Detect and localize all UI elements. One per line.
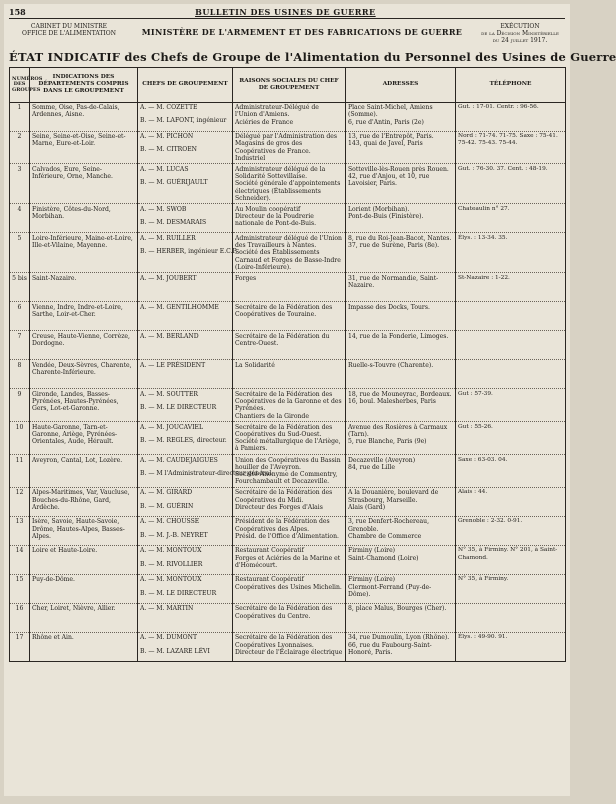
departments-cell: Haute-Garonne, Tarn-et-Garonne, Ariège, Pyrénées-Orientales, Aude, Hérault.: [30, 422, 138, 455]
telephone-cell: St-Nazaire : 1-22.: [456, 273, 566, 302]
departments-cell: Loire et Haute-Loire.: [30, 545, 138, 574]
chefs-cell: [138, 603, 233, 632]
adresses-cell: [346, 360, 456, 389]
raison-sociale: Union des Coopératives du Bassin houiller de l'Aveyron.: [235, 456, 341, 471]
raisons-cell: [233, 632, 346, 661]
departments-cell: Calvados, Eure, Seine-Inférieure, Orne, Manche.: [30, 164, 138, 204]
telephone-cell: [456, 331, 566, 360]
adresse: 16, boul. Malesherbes, Paris: [348, 398, 436, 406]
chef-name: A. — M. CAUDEJAIGUES: [140, 456, 218, 464]
adresse: Ruelle-s-Touvre (Charente).: [348, 361, 434, 369]
adresse: Alais (Gard): [348, 503, 386, 511]
raison-sociale: Société métallurgique de l'Ariège, à Pamiers.: [235, 438, 341, 453]
departments-cell: Vienne, Indre, Indre-et-Loire, Sarthe, Loir-et-Cher.: [30, 302, 138, 331]
raison-sociale: Secrétaire de la Fédération des Coopératives de Touraine.: [235, 303, 333, 319]
chefs-cell: [138, 233, 238, 273]
raisons-cell: [233, 102, 346, 131]
table-row: [10, 455, 566, 488]
running-title: BULLETIN DES USINES DE GUERRE: [195, 7, 376, 17]
table-row: [10, 302, 566, 331]
raison-sociale: Secrétaire de la Fédération des Coopératives du Centre.: [235, 605, 333, 620]
telephone-cell: Grenoble : 2-32. 0-91.: [456, 516, 566, 545]
telephone-cell: Nord : 71-74. 71-75. Saxe : 75-41. 75-42. 75-43. 75-44.: [456, 131, 566, 164]
raison-sociale: Administrateur délégué de la Solidarité Sottevillaise.: [235, 165, 326, 181]
table-row: [10, 632, 566, 661]
chef-name: B. — M. REGLES, directeur.: [140, 436, 227, 444]
table-row: [10, 273, 566, 302]
departments-cell: Puy-de-Dôme.: [30, 574, 138, 603]
decision-date: du 24 juillet 1917.: [492, 37, 548, 44]
adresse: A la Douanière, boulevard de Strasbourg, Marseille.: [348, 489, 439, 504]
chef-name: A. — M. SWOB: [140, 205, 187, 213]
departments-cell: Saint-Nazaire.: [30, 273, 138, 302]
departments-cell: Vendée, Deux-Sèvres, Charente, Charente-Inférieure.: [30, 360, 138, 389]
departments-cell: Cher, Loiret, Nièvre, Allier.: [30, 603, 138, 632]
chef-name: B. — M. LE DIRECTEUR: [140, 404, 217, 412]
chef-name: B. — M. LAFONT, ingénieur: [140, 117, 227, 125]
header-tel: TÉLÉPHONE: [456, 68, 566, 103]
chef-name: B. — M. CITROEN: [140, 146, 197, 154]
chef-name: B. — M. LE DIRECTEUR: [140, 589, 217, 597]
telephone-cell: Gut. : 76-30. 37. Cent. : 48-19.: [456, 164, 566, 204]
chef-name: A. — M. MONTOUX: [140, 547, 202, 555]
raisons-cell: [233, 422, 346, 455]
adresse: 5, rue Blanche, Paris (9e): [348, 438, 427, 446]
chefs-cell: [138, 164, 233, 204]
masthead-left: [9, 23, 129, 44]
adresse: 13, rue de l'Entrepôt, Paris.: [348, 133, 434, 141]
chef-name: B. — M. GUÉRIN: [140, 502, 194, 510]
table-row: [10, 545, 566, 574]
chefs-cell: [138, 455, 272, 488]
adresse: 34, rue Dumoulin, Lyon (Rhône).: [348, 634, 450, 642]
header-chefs: CHEFS DE GROUPEMENT: [138, 68, 233, 103]
table-row: [10, 487, 566, 516]
chefs-cell: [138, 487, 233, 516]
group-number: 11: [10, 455, 30, 488]
chef-name: B. — M. DESMARAIS: [140, 219, 207, 227]
table-row: [10, 360, 566, 389]
adresse: Firminy (Loire): [348, 547, 396, 555]
group-number: 5 bis: [10, 273, 30, 302]
adresses-cell: [346, 204, 456, 233]
chef-name: B. — M. GUÉRIJAULT: [140, 179, 208, 187]
chefs-cell: [138, 422, 233, 455]
raison-sociale: Secrétaire de la Fédération des Coopératives du Midi.: [235, 489, 333, 504]
group-number: 7: [10, 331, 30, 360]
group-number: 13: [10, 516, 30, 545]
departments-cell: Isère, Savoie, Haute-Savoie, Drôme, Hautes-Alpes, Basses-Alpes.: [30, 516, 138, 545]
group-number: 1: [10, 102, 30, 131]
telephone-cell: Chateaulin n° 27.: [456, 204, 566, 233]
group-number: 8: [10, 360, 30, 389]
raisons-cell: [233, 603, 346, 632]
table-row: [10, 422, 566, 455]
table-row: [10, 204, 566, 233]
page-number: 158: [9, 7, 26, 17]
adresses-cell: [346, 632, 456, 661]
group-number: 2: [10, 131, 30, 164]
group-number: 14: [10, 545, 30, 574]
raison-sociale: Directeur de l'Éclairage électrique: [235, 648, 343, 656]
raison-sociale: Restaurant Coopératif: [235, 547, 304, 555]
adresses-cell: [346, 302, 456, 331]
group-number: 10: [10, 422, 30, 455]
raison-sociale: Délégué par l'Administration des Magasins de gros des Coopératives de France.: [235, 133, 338, 155]
chef-name: A. — M. CHOUSSE: [140, 518, 200, 526]
chef-name: B. — HERBER, ingénieur E.C.P.: [140, 248, 238, 256]
document-title: ÉTAT INDICATIF des Chefs de Groupe de l'Alimentation du Personnel des Usines de Guerre: [9, 50, 616, 64]
adresse: Firminy (Loire): [348, 576, 396, 584]
masthead-right: [475, 23, 565, 44]
table-row: [10, 603, 566, 632]
chefs-cell: [138, 632, 233, 661]
chef-name: B. — M. RIVOLLIER: [140, 560, 203, 568]
adresse: 66, rue du Faubourg-Saint-Honoré, Paris.: [348, 641, 432, 656]
chef-name: A. — M. PICHON: [140, 133, 194, 141]
raison-sociale: Secrétaire de la Fédération des Coopératives de la Garonne et des Pyrénées.: [235, 390, 342, 413]
chef-name: B. — M. LAZARE LÉVI: [140, 647, 210, 655]
raison-sociale: Secrétaire de la Fédération des Coopératives du Sud-Ouest.: [235, 423, 333, 438]
table-row: [10, 331, 566, 360]
chefs-table: [9, 67, 566, 662]
raison-sociale: Administrateur-Délégué de l'Union d'Amiens.: [235, 104, 319, 119]
chef-name: A. — LE PRÉSIDENT: [140, 361, 206, 369]
group-number: 9: [10, 389, 30, 422]
raison-sociale: Au Moulin coopératif: [235, 205, 301, 213]
adresses-cell: [346, 102, 456, 131]
chefs-cell: [138, 302, 233, 331]
raison-sociale: Directeur des Forges d'Alais: [235, 503, 323, 511]
adresses-cell: [346, 331, 456, 360]
departments-cell: Alpes-Maritimes, Var, Vaucluse, Bouches-du-Rhône, Gard, Ardèche.: [30, 487, 138, 516]
adresses-cell: [346, 389, 456, 422]
raison-sociale: Forges et Aciéries de la Marine et d'Homécourt.: [235, 554, 341, 569]
chefs-cell: [138, 545, 233, 574]
adresses-cell: [346, 603, 456, 632]
chef-name: A. — M. SOUTTER: [140, 390, 199, 398]
adresse: 143, quai de Javel, Paris: [348, 140, 423, 148]
adresses-cell: [346, 422, 456, 455]
cabinet-label: CABINET DU MINISTRE: [30, 23, 108, 30]
adresse: Sotteville-lès-Rouen près Rouen.: [348, 165, 449, 173]
header-num: NUMÉROS DES GROUPES: [10, 68, 30, 103]
execution-label: EXÉCUTION: [500, 23, 540, 30]
chef-name: A. — M. JOUBERT: [140, 274, 197, 282]
chef-name: A. — M. JOUCAVIEL: [140, 423, 204, 431]
group-number: 15: [10, 574, 30, 603]
adresse: Chambre de Commerce: [348, 532, 422, 540]
adresses-cell: [346, 516, 456, 545]
raison-sociale: Administrateur délégué de l'Union des Travailleurs à Nantes.: [235, 234, 342, 250]
telephone-cell: [456, 360, 566, 389]
ministry-title: MINISTÈRE DE L'ARMEMENT ET DES FABRICATIONS DE GUERRE: [141, 27, 463, 37]
adresse: Saint-Chamond (Loire): [348, 554, 419, 562]
telephone-cell: Gut. : 17-01. Centr. : 96-56.: [456, 102, 566, 131]
telephone-cell: Alais : 44.: [456, 487, 566, 516]
adresse: 8, place Malus, Bourges (Cher).: [348, 605, 447, 613]
chef-name: B. — M. J.-B. NEYRET: [140, 531, 208, 539]
raisons-cell: [233, 131, 346, 164]
raison-sociale: Société des Établissements Carnaud et Forges de Basse-Indre (Loire-Inférieure).: [235, 249, 341, 271]
adresses-cell: [346, 233, 456, 273]
adresse: 3, rue Denfert-Rochereau, Grenoble.: [348, 518, 430, 533]
adresse: 84, rue de Lille: [348, 463, 395, 471]
header-adresses: ADRESSES: [346, 68, 456, 103]
raison-sociale: Secrétaire de la Fédération des Coopératives Lyonnaises.: [235, 634, 333, 649]
raisons-cell: [233, 516, 346, 545]
raison-sociale: Président de la Fédération des Coopératives des Alpes.: [235, 518, 330, 533]
chefs-cell: [138, 204, 233, 233]
group-number: 17: [10, 632, 30, 661]
telephone-cell: [456, 603, 566, 632]
raisons-cell: [233, 164, 346, 204]
group-number: 6: [10, 302, 30, 331]
adresse: 42, rue d'Anjou, et 10, rue Lavoisier, Paris.: [348, 173, 430, 188]
telephone-cell: Élys. : 13-34. 35.: [456, 233, 566, 273]
departments-cell: Rhône et Ain.: [30, 632, 138, 661]
chefs-cell: [138, 574, 233, 603]
raisons-cell: [233, 273, 346, 302]
chef-name: A. — M. BERLAND: [140, 332, 199, 340]
telephone-cell: Gut : 55-26.: [456, 422, 566, 455]
group-number: 4: [10, 204, 30, 233]
chef-name: A. — M. MARTIN: [140, 605, 194, 613]
office-label: OFFICE DE L'ALIMENTATION: [22, 30, 116, 37]
group-number: 16: [10, 603, 30, 632]
adresse: 37, rue de Surène, Paris (8e).: [348, 242, 440, 250]
table-row: [10, 233, 566, 273]
chef-name: A. — M. DUMONT: [140, 634, 198, 642]
raison-sociale: Industriel: [235, 154, 266, 162]
table-row: [10, 102, 566, 131]
adresse: Impasse des Docks, Tours.: [348, 303, 430, 311]
table-row: [10, 131, 566, 164]
chefs-cell: [138, 102, 233, 131]
raison-sociale: Forges: [235, 274, 257, 282]
departments-cell: Creuse, Haute-Vienne, Corrèze, Dordogne.: [30, 331, 138, 360]
raisons-cell: [233, 455, 346, 488]
running-header: [9, 7, 565, 19]
group-number: 12: [10, 487, 30, 516]
chef-name: A. — M. COZETTE: [140, 104, 198, 112]
raison-sociale: La Solidarité: [235, 361, 275, 369]
departments-cell: Gironde, Landes, Basses-Pyrénées, Hautes-Pyrénées, Gers, Lot-et-Garonne.: [30, 389, 138, 422]
departments-cell: Loire-Inférieure, Maine-et-Loire, Ille-et-Vilaine, Mayenne.: [30, 233, 138, 273]
group-number: 3: [10, 164, 30, 204]
raison-sociale: Restaurant Coopératif: [235, 576, 304, 584]
raisons-cell: [233, 302, 346, 331]
adresses-cell: [346, 545, 456, 574]
raison-sociale: Chantiers de la Gironde: [235, 412, 309, 420]
raisons-cell: [233, 574, 346, 603]
chef-name: A. — M. LUCAS: [140, 165, 189, 173]
table-header-row: [10, 68, 566, 103]
telephone-cell: N° 35, à Firminy. N° 201, à Saint-Chamond.: [456, 545, 566, 574]
raison-sociale: Coopératives des Usines Michelin.: [235, 583, 342, 591]
adresse: Decazeville (Aveyron): [348, 456, 416, 464]
adresse: Lorient (Morbihan).: [348, 205, 410, 213]
departments-cell: Seine, Seine-et-Oise, Seine-et-Marne, Eure-et-Loir.: [30, 131, 138, 164]
adresse: 31, rue de Normandie, Saint-Nazaire.: [348, 274, 439, 290]
chefs-cell: [138, 273, 233, 302]
departments-cell: Somme, Oise, Pas-de-Calais, Ardennes, Aisne.: [30, 102, 138, 131]
adresse: Pont-de-Buis (Finistère).: [348, 213, 424, 221]
adresses-cell: [346, 455, 456, 488]
telephone-cell: Saxe : 63-03. 04.: [456, 455, 566, 488]
adresses-cell: [346, 574, 456, 603]
chefs-cell: [138, 360, 233, 389]
raison-sociale: Présid. de l'Office d'Alimentation.: [235, 532, 339, 540]
adresse: 14, rue de la Fonderie, Limoges.: [348, 332, 449, 340]
raisons-cell: [233, 204, 346, 233]
chef-name: B. — M l'Administrateur-directeur général: [140, 469, 272, 477]
chef-name: A. — M. RUILLER: [140, 234, 196, 242]
telephone-cell: N° 35, à Firminy.: [456, 574, 566, 603]
adresse: Clermont-Ferrand (Puy-de-Dôme).: [348, 583, 432, 598]
adresse: 6, rue d'Antin, Paris (2e): [348, 118, 424, 126]
chefs-cell: [138, 389, 233, 422]
masthead: [9, 23, 565, 44]
chefs-cell: [138, 331, 233, 360]
table-row: [10, 516, 566, 545]
chef-name: A. — M. GENTILHOMME: [140, 303, 219, 311]
chefs-cell: [138, 131, 233, 164]
adresse: 18, rue de Mouneyrac, Bordeaux.: [348, 390, 452, 398]
raison-sociale: Société Anonyme de Commentry, Fourchambault et Decazeville.: [235, 470, 338, 486]
adresse: Place Saint-Michel, Amiens (Somme).: [348, 104, 433, 119]
adresses-cell: [346, 131, 456, 164]
departments-cell: Finistère, Côtes-du-Nord, Morbihan.: [30, 204, 138, 233]
raisons-cell: [233, 233, 346, 273]
departments-cell: Aveyron, Cantal, Lot, Lozère.: [30, 455, 138, 488]
raisons-cell: [233, 389, 346, 422]
raison-sociale: Directeur de la Poudrerie nationale de Pont-de-Buis.: [235, 213, 317, 228]
chef-name: A. — M. MONTOUX: [140, 576, 202, 584]
raison-sociale: Secrétaire de la Fédération du Centre-Ouest.: [235, 332, 330, 348]
adresse: Avenue des Rosières à Carmaux (Tarn).: [348, 423, 448, 438]
raisons-cell: [233, 331, 346, 360]
chefs-cell: [138, 516, 233, 545]
telephone-cell: [456, 302, 566, 331]
table-row: [10, 164, 566, 204]
adresse: 8, rue du Roi-Jean-Bacot, Nantes.: [348, 234, 452, 242]
group-number: 5: [10, 233, 30, 273]
table-row: [10, 574, 566, 603]
telephone-cell: Élys. : 49-90. 91.: [456, 632, 566, 661]
raison-sociale: Société générale d'appointements électriques (Établissements Schneider).: [235, 180, 341, 202]
header-raisons: RAISONS SOCIALES DU CHEF DE GROUPEMENT: [233, 68, 346, 103]
raisons-cell: [233, 545, 346, 574]
telephone-cell: Gut : 57-39.: [456, 389, 566, 422]
raison-sociale: Aciéries de France: [235, 118, 294, 126]
chef-name: A. — M. GIRARD: [140, 489, 193, 497]
header-depts: INDICATIONS DES DÉPARTEMENTS COMPRIS DANS LE GROUPEMENT: [30, 68, 138, 103]
decision-label: de la Décision Ministérielle: [481, 30, 559, 37]
adresses-cell: [346, 164, 456, 204]
adresses-cell: [346, 273, 456, 302]
document-page: [4, 4, 616, 796]
adresses-cell: [346, 487, 456, 516]
raisons-cell: [233, 360, 346, 389]
table-row: [10, 389, 566, 422]
raisons-cell: [233, 487, 346, 516]
